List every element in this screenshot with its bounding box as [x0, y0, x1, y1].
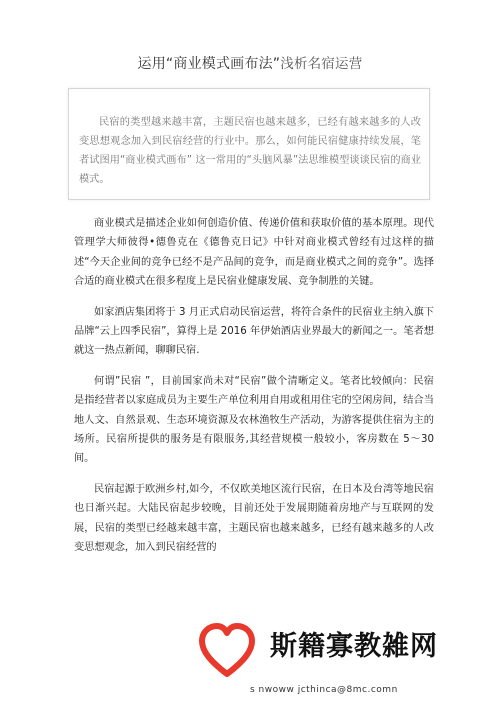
abstract-box — [68, 88, 430, 200]
article-title-main: 运用“商业模式画布法” — [137, 56, 281, 72]
article-body — [74, 214, 434, 569]
watermark-url: s nwoww jcthinca@8mc.comn — [250, 685, 398, 695]
article-title-sub: 浅析名宿运营 — [280, 56, 363, 72]
paragraph-3: 何谓”民宿 ”，目前国家尚未对“民宿”做个清晰定义。笔者比较倾向：民宿是指经营者以家庭成员为主要生产单位利用自用或租用住宅的空闲房间，结合当地人文、自然景观、生态环境资源及农林渔牧生产活动，为游客提供住宿为主的场所。民宿所提供的服务是有限服务,其经营规模一般较小，客房数在 5～30 间。 — [74, 375, 434, 465]
heart-logo-icon — [196, 620, 258, 682]
paragraph-4: 民宿起源于欧洲乡村,如今，不仅欧美地区流行民宿，在日本及台湾等地民宿也日渐兴起。大陆民宿起步较晚，目前还处于发展期随着房地产与互联网的发展，民宿的类型已经越来越丰富，主题民宿也越来越多，已经有越来越多的人改变思想观念，加入到民宿经营的 — [74, 483, 434, 554]
paragraph-1: 商业模式是描述企业如何创造价值、传递价值和获取价值的基本原理。现代管理学大师彼得•德鲁克在《德鲁克日记》中针对商业模式曾经有过这样的描述“今天企业间的竞争已经不是产品间的竞争，而是商业模式之间的竞争”。选择合适的商业模式在很多程度上是民宿业健康发展、竞争制胜的关键。 — [74, 218, 434, 288]
watermark — [196, 618, 496, 702]
article-title — [0, 52, 500, 73]
paragraph-2: 如家酒店集团将于 3 月正式启动民宿运营，将符合条件的民宿业主纳入旗下品牌“云上四季民宿”，算得上是 2016 年伊始酒店业界最大的新闻之一。笔者想就这一热点新闻，聊聊民宿. — [74, 306, 434, 357]
abstract-text: 民宿的类型越来越丰富，主题民宿也越来越多，已经有越来越多的人改变思想观念加入到民宿经营的行业中。那么，如何能民宿健康持续发展，笔者试图用“商业模式画布” 这一常用的“头脑风暴”法思维模型谈谈民宿的商业模式。 — [79, 117, 421, 185]
watermark-text: 斯籍寡教雑网 — [270, 631, 438, 662]
